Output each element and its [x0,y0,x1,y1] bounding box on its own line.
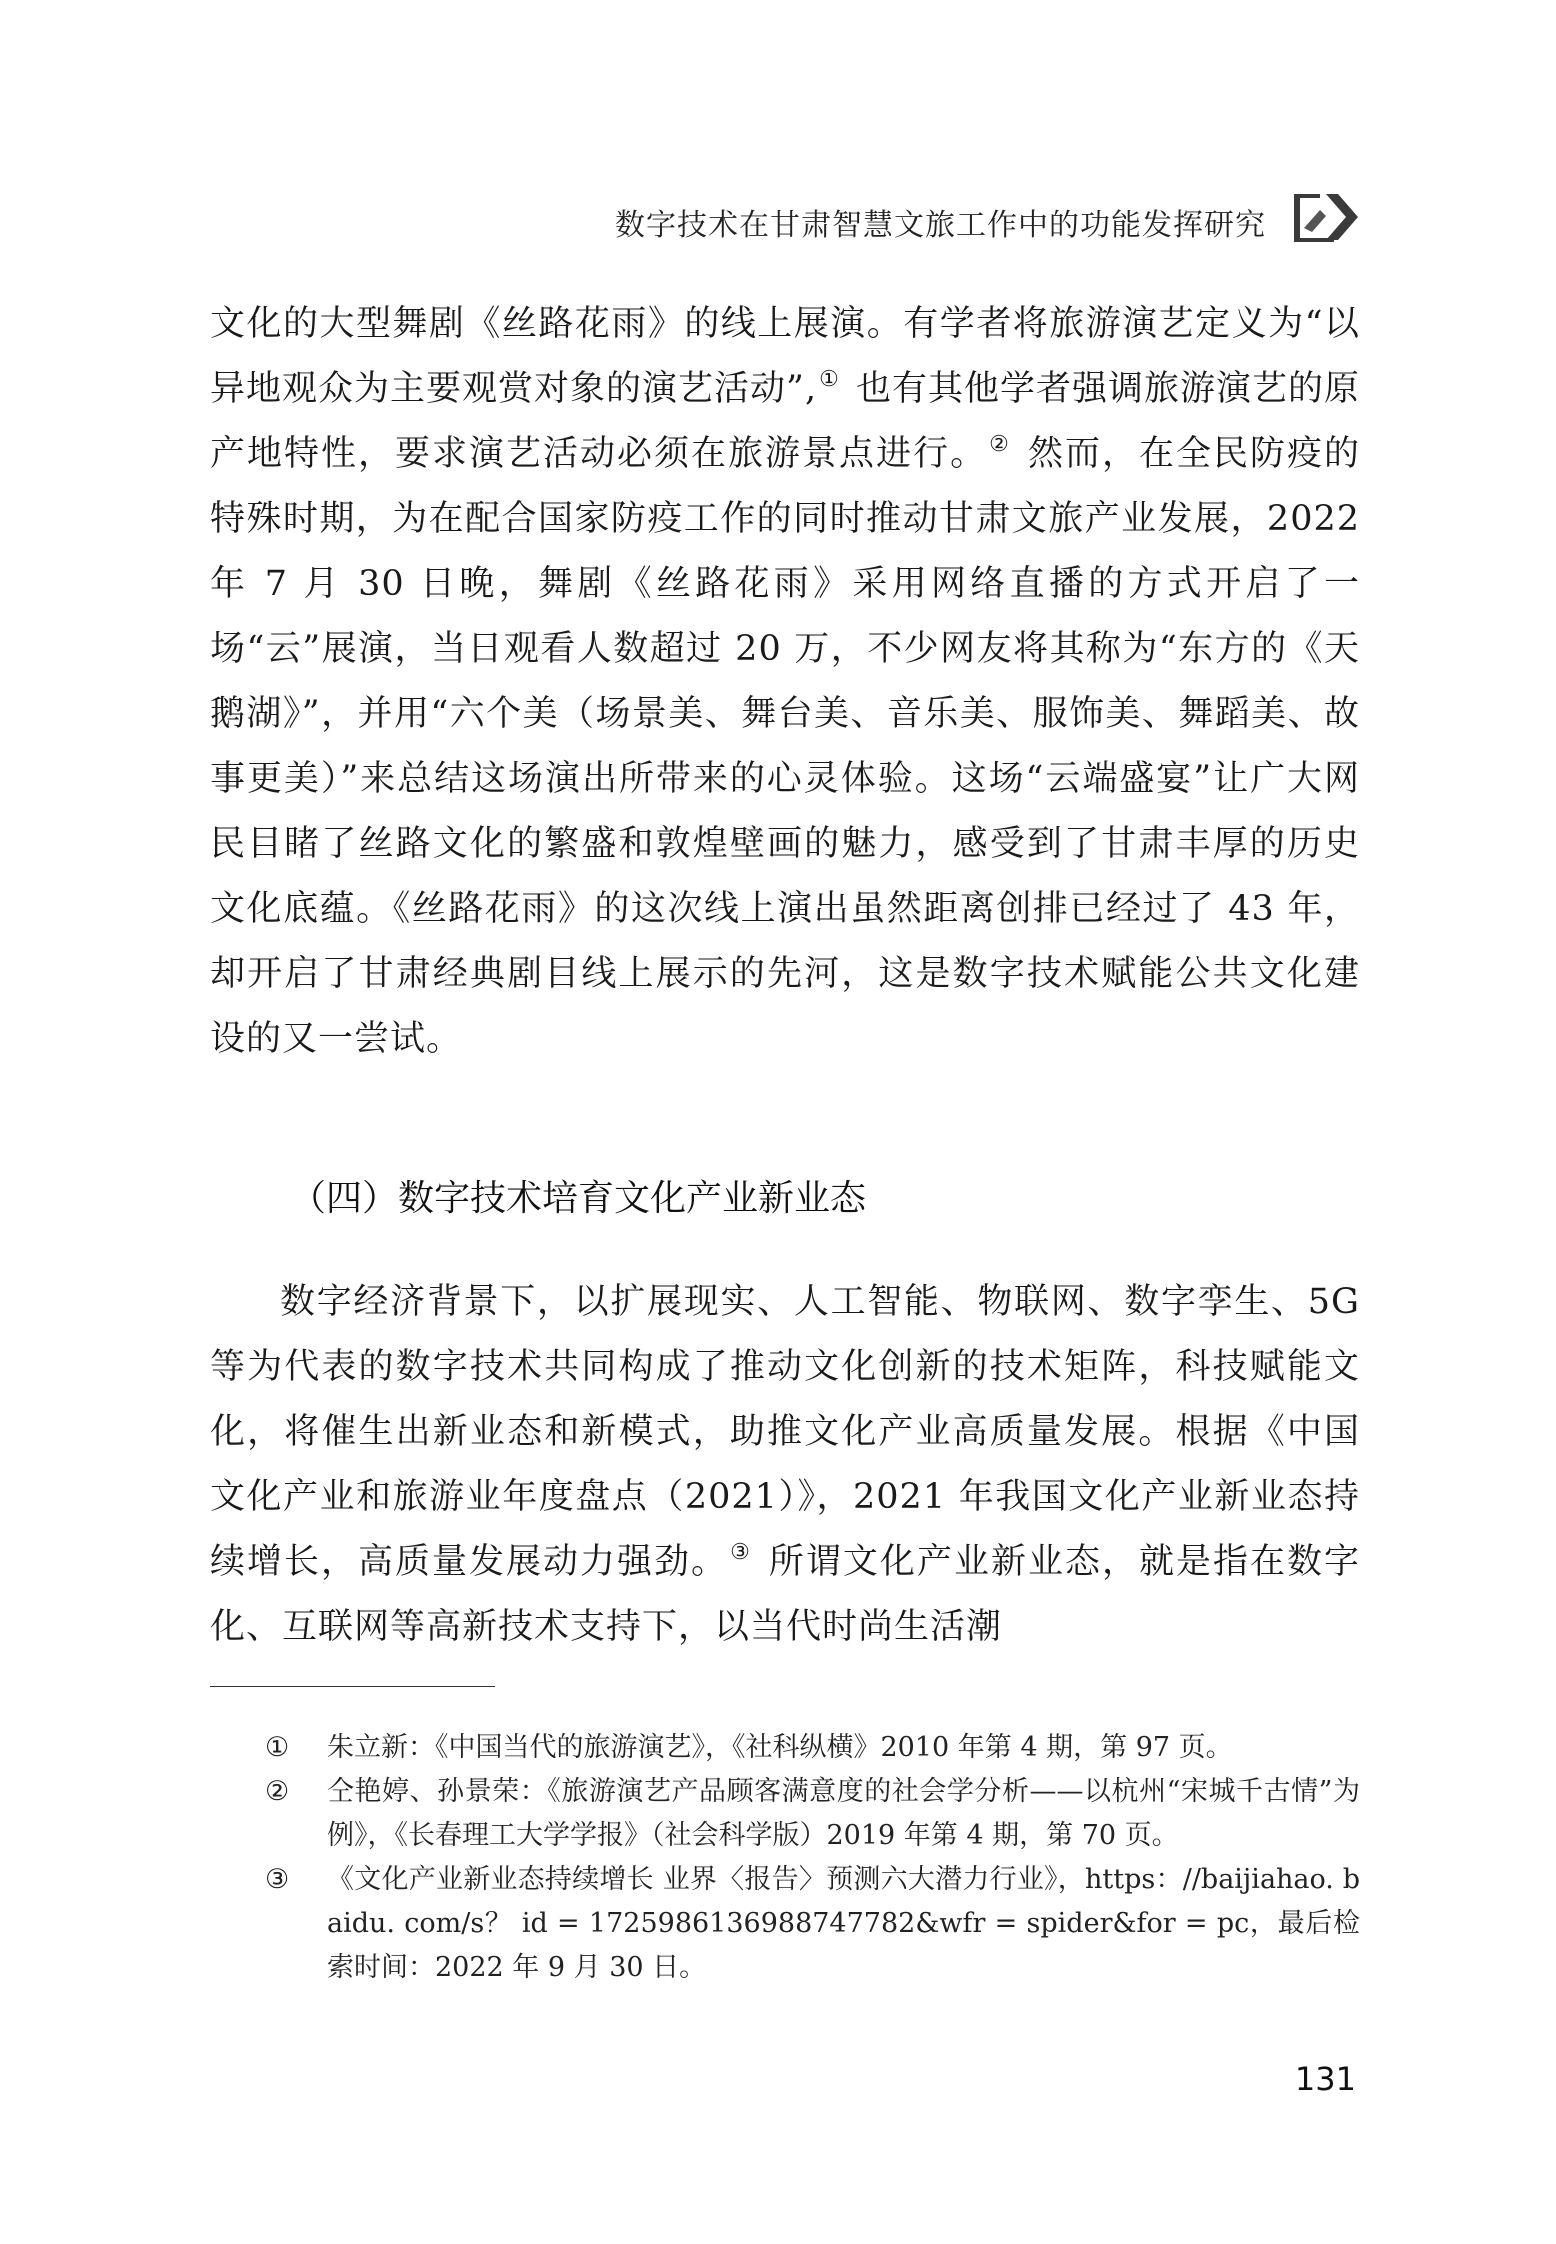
section-heading: （四）数字技术培育文化产业新业态 [290,1178,867,1219]
footnote-ref-2[interactable]: ② [989,432,1011,457]
p1-text-c: 然而，在全民防疫的特殊时期，为在配合国家防疫工作的同时推动甘肃文旅产业发展，2022 年 7 月 30 日晚，舞剧《丝路花雨》采用网络直播的方式开启了一场“云”展演，当日观看人数超过 20 万，不少网友将其称为“东方的《天鹅湖》”，并用“六个美（场景美、舞台美、音乐美、服饰美、舞蹈美、故事更美）”来总结这场演出所带来的心灵体验。这场“云端盛宴”让广大网民目睹了丝路文化的繁盛和敦煌壁画的魅力，感受到了甘肃丰厚的历史文化底蕴。《丝路花雨》的这次线上演出虽然距离创排已经过了 43 年，却开启了甘肃经典剧目线上展示的先河，这是数字技术赋能公共文化建设的又一尝试。 [210,434,1360,1059]
body-paragraph-2 [210,1270,1360,1660]
footnote-marker: ② [265,1776,290,1807]
footnote-divider [210,1686,495,1687]
footnotes [265,1726,1360,1990]
p1-text-b: 也有其他学者强调旅游演艺的原产地特性，要求演艺活动必须在旅游景点进行。 [210,369,1360,474]
footnote-ref-3[interactable]: ③ [730,1540,752,1565]
p1-text-a: 文化的大型舞剧《丝路花雨》的线上展演。有学者将旅游演艺定义为“以异地观众为主要观赏对象的演艺活动”, [210,304,1360,409]
p2-text-b: 所谓文化产业新业态，就是指在数字化、互联网等高新技术支持下，以当代时尚生活潮 [210,1542,1360,1647]
footnote-ref-1[interactable]: ① [819,367,840,392]
footnote-marker: ① [265,1732,290,1763]
footnote-1 [265,1726,1360,1770]
footnote-marker: ③ [265,1864,290,1895]
body-paragraph-1 [210,292,1360,1072]
footnote-2 [265,1770,1360,1858]
footnote-3 [265,1858,1360,1990]
footnote-text: 仝艳婷、孙景荣：《旅游演艺产品顾客满意度的社会学分析——以杭州“宋城千古情”为例》，《长春理工大学学报》（社会科学版）2019 年第 4 期，第 70 页。 [327,1776,1360,1851]
p2-text-a: 数字经济背景下，以扩展现实、人工智能、物联网、数字孪生、5G 等为代表的数字技术共同构成了推动文化创新的技术矩阵，科技赋能文化，将催生出新业态和新模式，助推文化产业高质量发展。根据《中国文化产业和旅游业年度盘点（2021）》，2021 年我国文化产业新业态持续增长，高质量发展动力强劲。 [210,1282,1360,1582]
page-number: 131 [1294,2060,1356,2098]
footnote-text: 《文化产业新业态持续增长 业界〈报告〉预测六大潜力行业》，https：//baijiahao. baidu. com/s？ id = 1725986136988747782&wfr = spider&for = pc，最后检索时间：2022 年 9 月 30 日。 [327,1864,1360,1983]
footnote-text: 朱立新：《中国当代的旅游演艺》，《社科纵横》2010 年第 4 期，第 97 页。 [327,1732,1233,1763]
running-header: 数字技术在甘肃智慧文旅工作中的功能发挥研究 [615,208,1266,243]
chevron-bracket-icon [1290,188,1362,246]
